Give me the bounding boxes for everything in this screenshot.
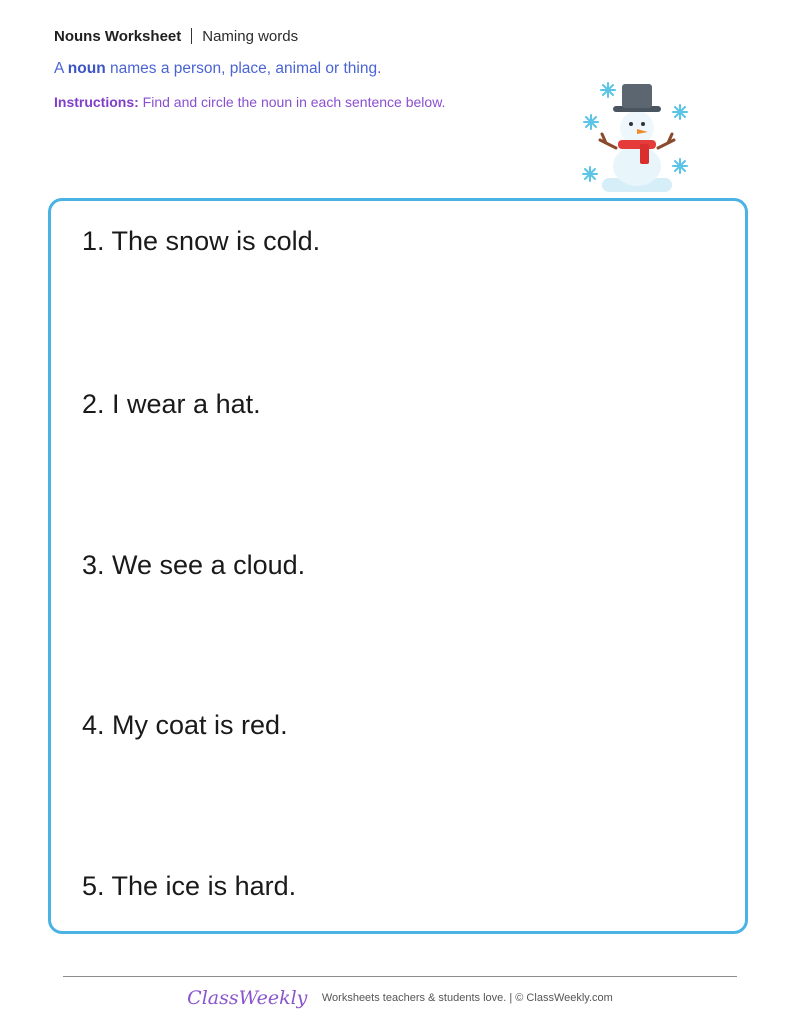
footer-tagline: Worksheets teachers & students love. | © ClassWeekly.com <box>321 992 613 1004</box>
sentence-3[interactable]: 3. We see a cloud. <box>82 550 306 580</box>
definition-keyword: noun <box>67 60 106 77</box>
instructions-label: Instructions: <box>54 94 139 110</box>
sentence-4[interactable]: 4. My coat is red. <box>82 710 288 740</box>
worksheet-subtitle: Naming words <box>202 28 299 45</box>
instructions <box>54 94 445 110</box>
definition-prefix: A <box>54 60 64 77</box>
sentence-2[interactable]: 2. I wear a hat. <box>82 389 261 419</box>
worksheet-title: Nouns Worksheet <box>54 28 182 45</box>
sentence-5[interactable]: 5. The ice is hard. <box>82 871 297 901</box>
worksheet-header <box>54 28 298 45</box>
definition-rest: names a person, place, animal or thing. <box>109 60 382 77</box>
footer <box>0 987 800 1009</box>
footer-divider <box>63 976 737 977</box>
snowman-icon <box>576 78 696 198</box>
noun-definition <box>54 60 381 78</box>
sentence-1[interactable]: 1. The snow is cold. <box>82 226 321 256</box>
instructions-text: Find and circle the noun in each sentence below. <box>142 94 446 110</box>
brand-logo[interactable]: ClassWeekly <box>187 987 308 1009</box>
header-divider <box>191 28 192 44</box>
